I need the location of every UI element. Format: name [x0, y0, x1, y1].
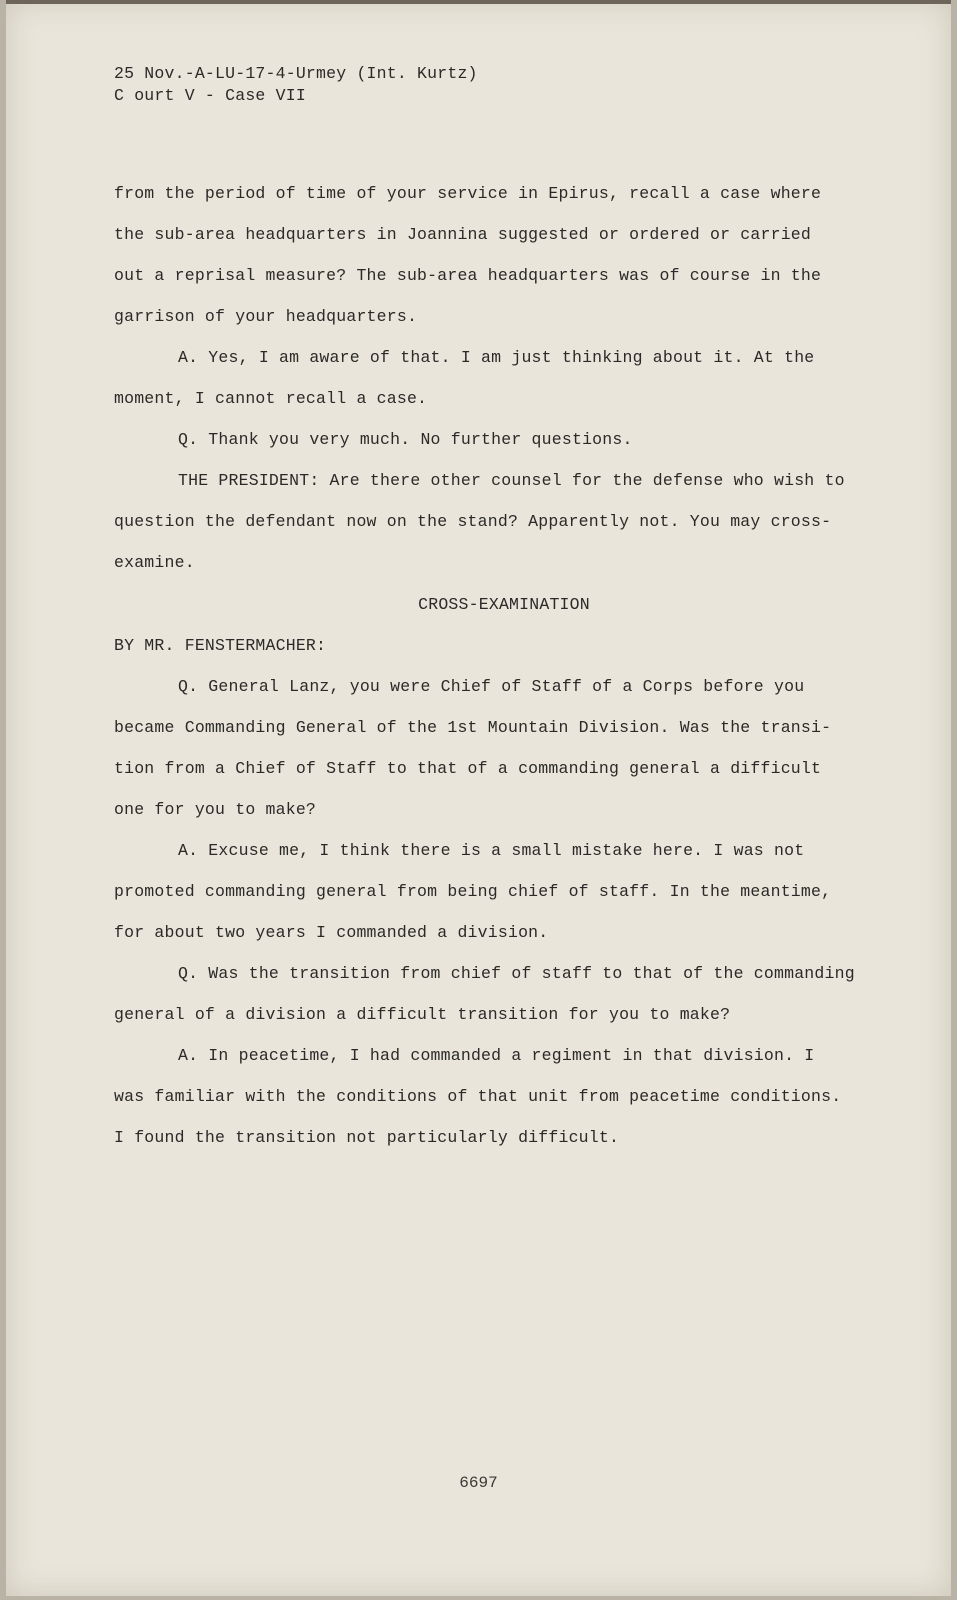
text-line: one for you to make?	[114, 800, 317, 819]
text-line: was familiar with the conditions of that unit from peacetime conditions.	[114, 1087, 842, 1106]
text-line: Q. Thank you very much. No further questions.	[178, 430, 633, 449]
text-line: question the defendant now on the stand? Apparently not. You may cross-	[114, 512, 832, 531]
text-line: moment, I cannot recall a case.	[114, 389, 428, 408]
text-line: Q. General Lanz, you were Chief of Staff of a Corps before you	[178, 677, 805, 696]
examiner-line: BY MR. FENSTERMACHER:	[114, 636, 327, 655]
text-line: A. Excuse me, I think there is a small mistake here. I was not	[178, 841, 805, 860]
text-line: A. In peacetime, I had commanded a regiment in that division. I	[178, 1046, 815, 1065]
text-line: garrison of your headquarters.	[114, 307, 418, 326]
text-line: tion from a Chief of Staff to that of a commanding general a difficult	[114, 759, 822, 778]
text-line: general of a division a difficult transition for you to make?	[114, 1005, 731, 1024]
page-number: 6697	[459, 1474, 498, 1492]
text-line: promoted commanding general from being chief of staff. In the meantime,	[114, 882, 832, 901]
text-line: examine.	[114, 553, 195, 572]
text-line: I found the transition not particularly difficult.	[114, 1128, 620, 1147]
text-line: Q. Was the transition from chief of staff to that of the commanding	[178, 964, 855, 983]
header-line-1: 25 Nov.-A-LU-17-4-Urmey (Int. Kurtz)	[114, 64, 478, 83]
text-line: for about two years I commanded a division.	[114, 923, 549, 942]
text-line: out a reprisal measure? The sub-area headquarters was of course in the	[114, 266, 822, 285]
text-line: A. Yes, I am aware of that. I am just thinking about it. At the	[178, 348, 815, 367]
top-edge	[6, 0, 951, 4]
document-page	[6, 0, 951, 1596]
section-heading: CROSS-EXAMINATION	[418, 595, 590, 614]
text-line: from the period of time of your service in Epirus, recall a case where	[114, 184, 822, 203]
header-line-2: C ourt V - Case VII	[114, 86, 306, 105]
text-line: the sub-area headquarters in Joannina suggested or ordered or carried	[114, 225, 812, 244]
text-line: THE PRESIDENT: Are there other counsel for the defense who wish to	[178, 471, 845, 490]
text-line: became Commanding General of the 1st Mountain Division. Was the transi-	[114, 718, 832, 737]
